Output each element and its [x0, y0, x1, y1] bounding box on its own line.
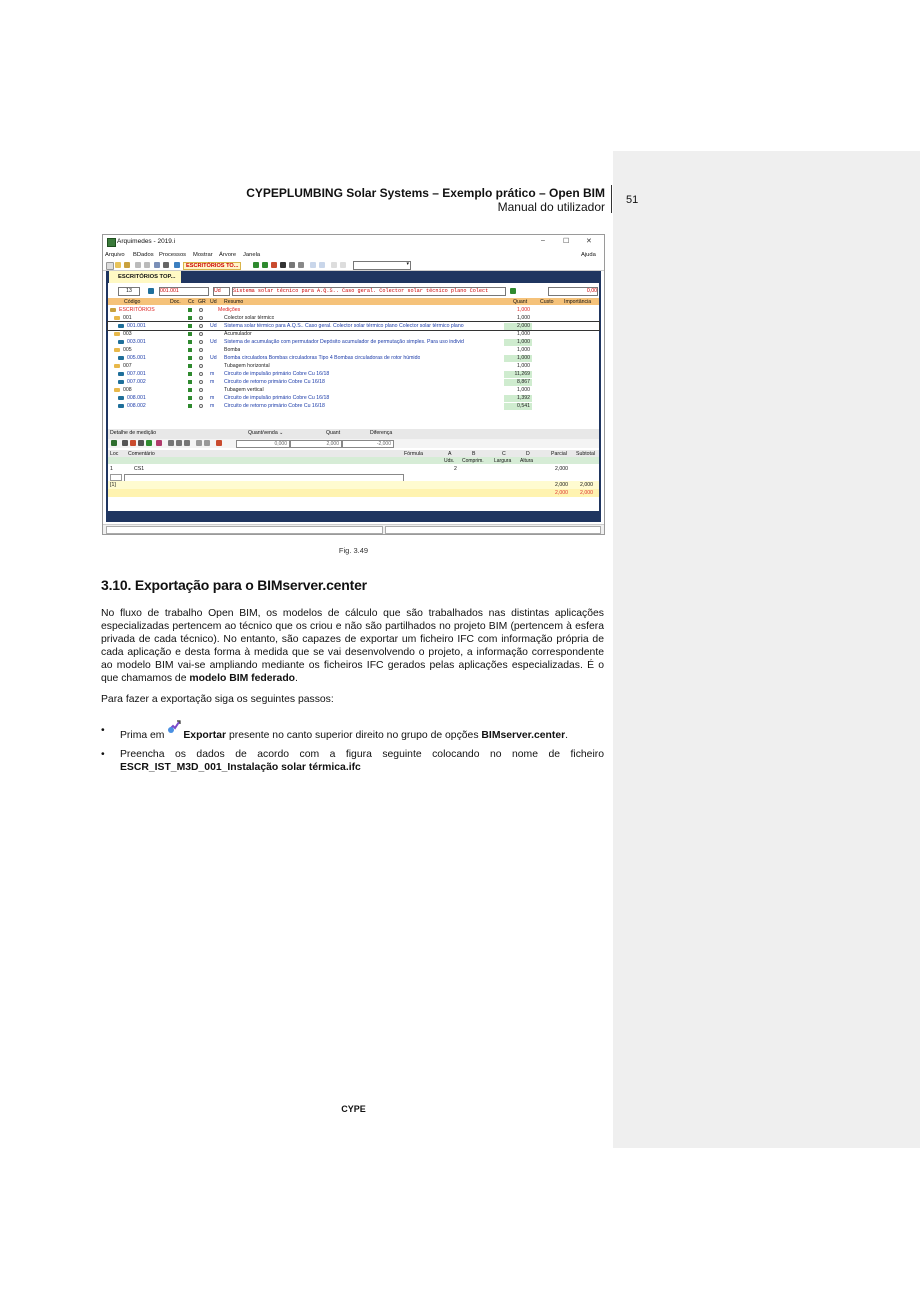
workspace — [106, 271, 601, 522]
row-summary: Tubagem vertical — [224, 387, 264, 393]
col-ud: Ud — [210, 298, 217, 305]
doc-icon — [188, 388, 192, 392]
detail-tool-icon[interactable] — [156, 440, 162, 446]
bullet1-bold2: BIMserver.center — [481, 730, 566, 741]
table-row[interactable] — [108, 370, 599, 378]
copy-icon[interactable] — [331, 262, 337, 268]
menu-arquivo[interactable]: Arquivo — [105, 252, 125, 258]
subcol-height: Altura — [520, 457, 534, 464]
row-code: 008.001 — [127, 395, 146, 401]
col-cc: Cc — [188, 298, 195, 305]
grid-col-d: D — [526, 450, 530, 457]
table-row[interactable] — [108, 386, 599, 394]
detail-row-a: 2 — [454, 466, 457, 472]
app-icon — [107, 238, 116, 247]
document-tab-label: ESCRITÓRIOS TOP... — [118, 274, 176, 280]
section-heading: 3.10. Exportação para o BIMserver.center — [101, 577, 367, 593]
detail-col-sale-quant[interactable]: Quant/venda ⌄ — [248, 430, 284, 436]
gr-icon — [199, 380, 203, 384]
row-quant: 1,392 — [517, 395, 530, 401]
table-row[interactable] — [108, 354, 599, 362]
detail-tool-icon[interactable] — [111, 440, 117, 446]
grid-col-formula: Fórmula — [404, 450, 424, 457]
difference-value: -2,000 — [342, 440, 394, 448]
menu-bdados[interactable]: BDados — [133, 252, 154, 258]
row-code: 005 — [123, 347, 132, 353]
save-icon[interactable] — [154, 262, 160, 268]
doc-icon — [188, 324, 192, 328]
doc-icon — [188, 380, 192, 384]
row-unit: Ud — [210, 339, 217, 345]
paragraph-bold: modelo BIM federado — [189, 673, 296, 684]
row-summary: Sistema de acumulação com permutador Depósito acumulador de permutação simples. Para uso individ — [224, 339, 464, 345]
table-row[interactable] — [108, 306, 599, 314]
row-quant: 1,000 — [517, 355, 530, 361]
status-bar — [103, 524, 604, 534]
row-code: 003 — [123, 331, 132, 337]
header-divider — [611, 185, 612, 213]
detail-toolbar — [108, 439, 599, 448]
row-unit: m — [210, 379, 215, 385]
row-summary: Tubagem horizontal — [224, 363, 270, 369]
margin-sidebar — [613, 151, 920, 1148]
item-icon — [118, 404, 124, 408]
running-header-subtitle: Manual do utilizador — [497, 200, 605, 214]
detail-sum-row — [108, 481, 599, 489]
folder-icon — [114, 348, 120, 352]
unit-field[interactable]: Ud — [213, 287, 230, 296]
table-row[interactable] — [108, 362, 599, 370]
bullet-step-2-text — [120, 748, 604, 774]
row-code: 007 — [123, 363, 132, 369]
grid-col-c: C — [502, 450, 506, 457]
row-code: 005.001 — [127, 355, 146, 361]
page-number: 51 — [626, 194, 639, 206]
detail-row-loc: 1 — [110, 466, 113, 472]
toolbar-select[interactable] — [353, 261, 411, 270]
tool-icon[interactable] — [289, 262, 295, 268]
table-row[interactable] — [108, 346, 599, 354]
gr-icon — [199, 324, 203, 328]
row-summary: Circuito de impulsão primário Cobre Cu 16/18 — [224, 371, 330, 377]
status-panel-right — [385, 526, 601, 534]
table-row[interactable] — [108, 338, 599, 346]
bullet1-mid: presente no canto superior direito no grupo de opções — [226, 730, 482, 741]
grid-col-subtotal: Subtotal — [576, 450, 596, 457]
row-quant: 0,541 — [517, 403, 530, 409]
row-code: 001.001 — [127, 323, 146, 329]
sale-quant-value: 0,000 — [236, 440, 290, 448]
body-paragraph — [101, 607, 604, 685]
window-title: Arquimedes - 2019.i — [117, 238, 176, 245]
doc-icon — [188, 404, 192, 408]
bullet-dot: • — [101, 749, 105, 760]
folder-icon — [110, 308, 116, 312]
summary-field[interactable]: Sistema solar técnico para A.Q.S.. Caso geral. Colector solar técnico plano Colect — [232, 287, 506, 296]
row-summary: Bomba circuladora Bombas circuladoras Tipo 4 Bombas circuladoras de rotor húmido — [224, 355, 421, 361]
figure-caption: Fig. 3.49 — [338, 546, 369, 555]
detail-total-row — [108, 489, 599, 497]
detail-tool-icon[interactable] — [138, 440, 144, 446]
col-cost: Custo — [540, 298, 554, 305]
col-doc: Doc. — [170, 298, 181, 305]
row-summary: Bomba — [224, 347, 241, 353]
row-unit: Ud — [210, 323, 217, 329]
row-summary: Circuito de retorno primário Cobre Cu 16/18 — [224, 379, 325, 385]
tool-icon[interactable] — [298, 262, 304, 268]
page-footer: CYPE — [341, 1104, 366, 1114]
subcol-width: Largura — [494, 457, 512, 464]
item-icon — [118, 356, 124, 360]
print-icon[interactable] — [163, 262, 169, 268]
bullet2-bold: ESCR_IST_M3D_001_Instalação solar térmica.ifc — [120, 762, 361, 773]
gr-icon — [199, 348, 203, 352]
database-icon[interactable] — [174, 262, 180, 268]
detail-col-difference: Diferença — [370, 430, 393, 436]
gr-icon — [199, 396, 203, 400]
table-row[interactable] — [108, 314, 599, 322]
row-marker-icon — [110, 474, 122, 481]
menu-bar — [103, 251, 604, 260]
row-code: ESCRITÓRIOS — [119, 307, 155, 313]
menu-processos[interactable]: Processos — [159, 252, 187, 258]
row-quant: 11,269 — [514, 371, 530, 377]
col-importance: Importância — [564, 298, 592, 305]
tool-icon[interactable] — [262, 262, 268, 268]
toolbar — [103, 261, 604, 271]
row-quant: 1,000 — [517, 315, 530, 321]
doc-icon — [188, 396, 192, 400]
table-row[interactable] — [108, 322, 599, 330]
open-folder-icon[interactable] — [115, 262, 121, 268]
item-icon — [118, 396, 124, 400]
row-unit: m — [210, 395, 215, 401]
folder-icon — [114, 388, 120, 392]
row-code: 007.002 — [127, 379, 146, 385]
total-partial: 2,000 — [555, 490, 568, 496]
text-edit-icon[interactable] — [510, 288, 516, 294]
sum-partial: 2,000 — [555, 482, 568, 488]
detail-tool-icon[interactable] — [196, 440, 202, 446]
grid-col-b: B — [472, 450, 476, 457]
detail-row-comment: CS1 — [134, 466, 145, 472]
doc-icon — [188, 316, 192, 320]
tool-icon[interactable] — [280, 262, 286, 268]
bullet1-end: . — [565, 730, 569, 741]
row-quant: 2,000 — [517, 323, 530, 329]
tool-icon[interactable] — [253, 262, 259, 268]
bullet2-text: Preencha os dados de acordo com a figura seguinte colocando no nome de ficheiro — [120, 749, 604, 760]
redo-icon[interactable] — [144, 262, 150, 268]
col-gr: GR — [198, 298, 206, 305]
row-quant: 1,000 — [517, 307, 530, 313]
bullet1-bold: Exportar — [183, 730, 227, 741]
gr-icon — [199, 372, 203, 376]
row-summary: Circuito de impulsão primário Cobre Cu 16/18 — [224, 395, 330, 401]
bullet-step-1-text — [120, 724, 604, 742]
paragraph-end: . — [295, 673, 298, 684]
item-icon — [118, 324, 124, 328]
gr-icon — [199, 340, 203, 344]
row-summary: Sistema solar térmico para A.Q.S.. Caso geral. Colector solar térmico plano Colector solar térmico plano — [224, 323, 464, 329]
item-type-icon[interactable] — [148, 288, 154, 294]
detail-row-partial: 2,000 — [555, 466, 568, 472]
chart-icon[interactable] — [319, 262, 325, 268]
status-panel-left — [106, 526, 383, 534]
detail-tool-icon[interactable] — [204, 440, 210, 446]
paste-icon[interactable] — [184, 440, 190, 446]
sum-subtotal: 2,000 — [580, 482, 593, 488]
detail-tool-icon[interactable] — [122, 440, 128, 446]
row-quant: 1,000 — [517, 363, 530, 369]
minimize-icon[interactable]: – — [541, 237, 545, 244]
doc-icon — [188, 372, 192, 376]
tool-icon[interactable] — [271, 262, 277, 268]
row-summary: Acumulador — [224, 331, 252, 337]
gr-icon — [199, 316, 203, 320]
row-quant: 1,000 — [517, 387, 530, 393]
gr-icon — [199, 332, 203, 336]
gr-icon — [199, 404, 203, 408]
row-code: 001 — [123, 315, 132, 321]
paste-icon[interactable] — [340, 262, 346, 268]
amount-field[interactable]: 0,00 — [548, 287, 598, 296]
app-window-screenshot — [102, 234, 605, 535]
budget-panel — [108, 283, 599, 511]
table-row[interactable] — [108, 394, 599, 402]
detail-tool-icon[interactable] — [146, 440, 152, 446]
item-icon — [118, 340, 124, 344]
grid-col-a: A — [448, 450, 452, 457]
count-field[interactable]: 13 — [118, 287, 140, 296]
row-summary: Circuito de retorno primário Cobre Cu 16/18 — [224, 403, 325, 409]
row-summary: Medições — [218, 307, 241, 313]
item-icon — [118, 372, 124, 376]
folder-icon — [114, 364, 120, 368]
folder-icon — [114, 316, 120, 320]
quant-value: 2,000 — [290, 440, 342, 448]
gr-icon — [199, 356, 203, 360]
paragraph-text: No fluxo de trabalho Open BIM, os modelos de cálculo que são trabalhados nas distintas aplicações especializadas pertencem ao técnico que os criou e não são partilhados no projeto BIM (pertencem à esfera privada de cada técnico). No entanto, são capazes de exportar um ficheiro IFC com informação própria de cada aplicação e desta forma à medida que se vai desenvolvendo o projeto, a informação correspondente ao modelo BIM vai-se ampliando mediante os ficheiros IFC gerados pelas aplicações especializadas. É o que chamamos de — [101, 608, 604, 684]
row-unit: Ud — [210, 355, 217, 361]
bullet-dot: • — [101, 725, 105, 736]
row-unit: m — [210, 403, 215, 409]
measurement-detail-header — [108, 429, 599, 439]
menu-ajuda[interactable]: Ajuda — [581, 252, 596, 258]
doc-icon — [188, 332, 192, 336]
detail-grid-subheader — [108, 457, 599, 464]
doc-icon — [188, 340, 192, 344]
chart-icon[interactable] — [310, 262, 316, 268]
bullet1-pre: Prima em — [120, 730, 165, 741]
row-quant: 8,867 — [517, 379, 530, 385]
col-code: Código — [124, 298, 141, 305]
grid-col-loc: Loc — [110, 450, 119, 457]
doc-icon — [188, 348, 192, 352]
row-summary: Colector solar térmico — [224, 315, 275, 321]
sum-label: [1] — [110, 482, 116, 488]
row-code: 008.002 — [127, 403, 146, 409]
code-field[interactable]: 001.001 — [159, 287, 209, 296]
doc-icon — [188, 356, 192, 360]
menu-mostrar[interactable]: Mostrar — [193, 252, 213, 258]
detail-tool-icon[interactable] — [130, 440, 136, 446]
subcol-units: Uds. — [444, 457, 455, 464]
undo-icon[interactable] — [135, 262, 141, 268]
row-code: 007.001 — [127, 371, 146, 377]
col-summary: Resumo — [224, 298, 244, 305]
row-quant: 1,000 — [517, 339, 530, 345]
grid-col-partial: Parcial — [551, 450, 567, 457]
item-icon — [118, 380, 124, 384]
detail-new-row[interactable] — [108, 473, 599, 481]
doc-icon — [188, 308, 192, 312]
chevron-down-icon: ▾ — [406, 261, 409, 267]
detail-label: Detalhe de medição — [110, 430, 157, 436]
edit-row — [108, 285, 599, 296]
table-row[interactable] — [108, 402, 599, 410]
menu-janela[interactable]: Janela — [243, 252, 261, 258]
row-code: 008 — [123, 387, 132, 393]
gr-icon — [199, 308, 203, 312]
delete-icon[interactable] — [216, 440, 222, 446]
detail-col-quant: Quant — [326, 430, 341, 436]
folder-icon[interactable] — [124, 262, 130, 268]
row-unit: m — [210, 371, 215, 377]
detail-grid-header — [108, 450, 599, 457]
new-file-icon[interactable] — [106, 262, 114, 270]
row-quant: 1,000 — [517, 347, 530, 353]
grid-col-comment: Comentário — [128, 450, 155, 457]
document-tab[interactable] — [109, 271, 181, 283]
folder-icon — [114, 332, 120, 336]
detail-row[interactable] — [108, 465, 599, 473]
doc-icon — [188, 364, 192, 368]
table-row[interactable] — [108, 330, 599, 338]
maximize-icon[interactable]: ☐ — [563, 238, 570, 245]
col-quant: Quant — [513, 298, 528, 305]
menu-arvore[interactable]: Árvore — [219, 252, 237, 258]
row-quant: 1,000 — [517, 331, 530, 337]
budget-column-header — [108, 298, 599, 305]
steps-intro: Para fazer a exportação siga os seguintes passos: — [101, 694, 334, 705]
database-name-label[interactable]: ESCRITÓRIOS TO... — [183, 262, 241, 270]
copy-icon[interactable] — [176, 440, 182, 446]
total-subtotal: 2,000 — [580, 490, 593, 496]
window-titlebar — [103, 235, 604, 248]
table-row[interactable] — [108, 378, 599, 386]
subcol-length: Comprim. — [462, 457, 484, 464]
gr-icon — [199, 388, 203, 392]
export-icon — [167, 720, 181, 734]
gr-icon — [199, 364, 203, 368]
cut-icon[interactable] — [168, 440, 174, 446]
close-icon[interactable]: ✕ — [586, 238, 592, 245]
row-code: 003.001 — [127, 339, 146, 345]
running-header-title: CYPEPLUMBING Solar Systems – Exemplo prático – Open BIM — [246, 186, 605, 200]
